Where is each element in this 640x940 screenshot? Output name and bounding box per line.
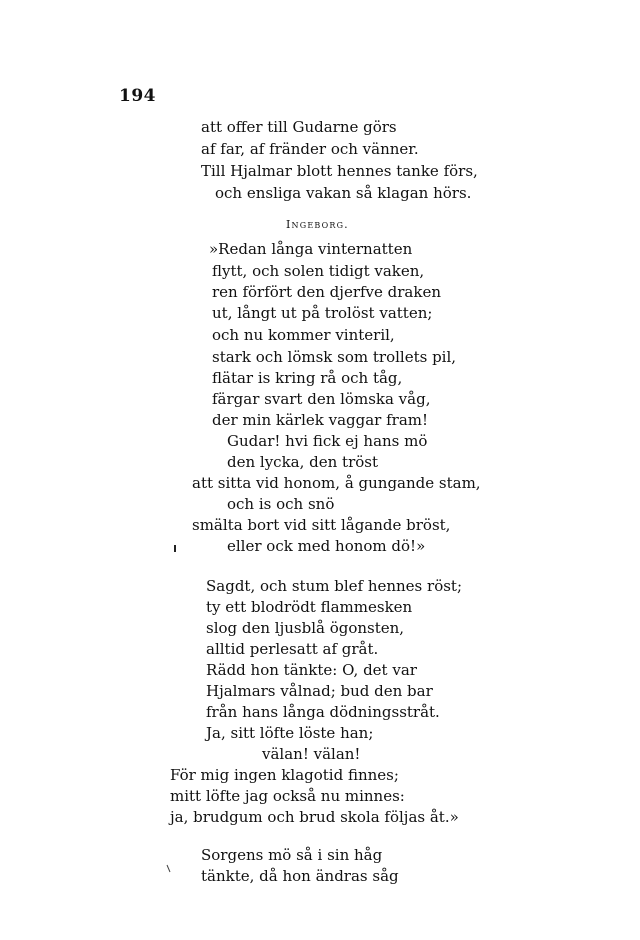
verse-line: Ja, sitt löfte löste han; xyxy=(206,724,374,742)
verse-line: Sagdt, och stum blef hennes röst; xyxy=(206,577,463,595)
verse-line: der min kärlek vaggar fram! xyxy=(212,411,429,429)
verse-line: tänkte, då hon ändras såg xyxy=(201,867,399,885)
page-number: 194 xyxy=(119,86,156,106)
verse-line: Rädd hon tänkte: O, det var xyxy=(206,661,417,679)
verse-line: Till Hjalmar blott hennes tanke förs, xyxy=(201,162,478,180)
verse-line: Gudar! hvi fick ej hans mö xyxy=(227,432,428,450)
verse-line: att offer till Gudarne görs xyxy=(201,118,397,136)
verse-line: af far, af fränder och vänner. xyxy=(201,140,419,158)
verse-line: från hans långa dödningsstråt. xyxy=(206,703,440,721)
verse-line: välan! välan! xyxy=(262,745,361,763)
verse-line: Hjalmars vålnad; bud den bar xyxy=(206,682,433,700)
verse-line: att sitta vid honom, å gungande stam, xyxy=(192,474,481,492)
verse-line: flätar is kring rå och tåg, xyxy=(212,369,403,387)
verse-line: den lycka, den tröst xyxy=(227,453,379,471)
verse-line: stark och lömsk som trollets pil, xyxy=(212,348,457,366)
verse-line: »Redan långa vinternatten xyxy=(209,240,413,258)
verse-line: ren förfört den djerfve draken xyxy=(212,283,441,301)
print-speck xyxy=(166,864,172,874)
verse-line: smälta bort vid sitt lågande bröst, xyxy=(192,516,451,534)
verse-line: och ensliga vakan så klagan hörs. xyxy=(215,184,472,202)
verse-line: mitt löfte jag också nu minnes: xyxy=(170,787,405,805)
verse-line: eller ock med honom dö!» xyxy=(227,537,426,555)
verse-line: slog den ljusblå ögonsten, xyxy=(206,619,405,637)
verse-line: och nu kommer vinteril, xyxy=(212,326,395,344)
verse-line: ty ett blodrödt flammesken xyxy=(206,598,413,616)
verse-line: flytt, och solen tidigt vaken, xyxy=(212,262,425,280)
speaker-heading: Ingeborg. xyxy=(286,218,349,231)
verse-line: alltid perlesatt af gråt. xyxy=(206,640,379,658)
verse-line: ut, långt ut på trolöst vatten; xyxy=(212,304,433,322)
verse-line: För mig ingen klagotid finnes; xyxy=(170,766,399,784)
print-speck xyxy=(172,544,178,554)
verse-line: färgar svart den lömska våg, xyxy=(212,390,431,408)
verse-line: ja, brudgum och brud skola följas åt.» xyxy=(170,808,459,826)
verse-line: och is och snö xyxy=(227,495,335,513)
verse-line: Sorgens mö så i sin håg xyxy=(201,846,383,864)
